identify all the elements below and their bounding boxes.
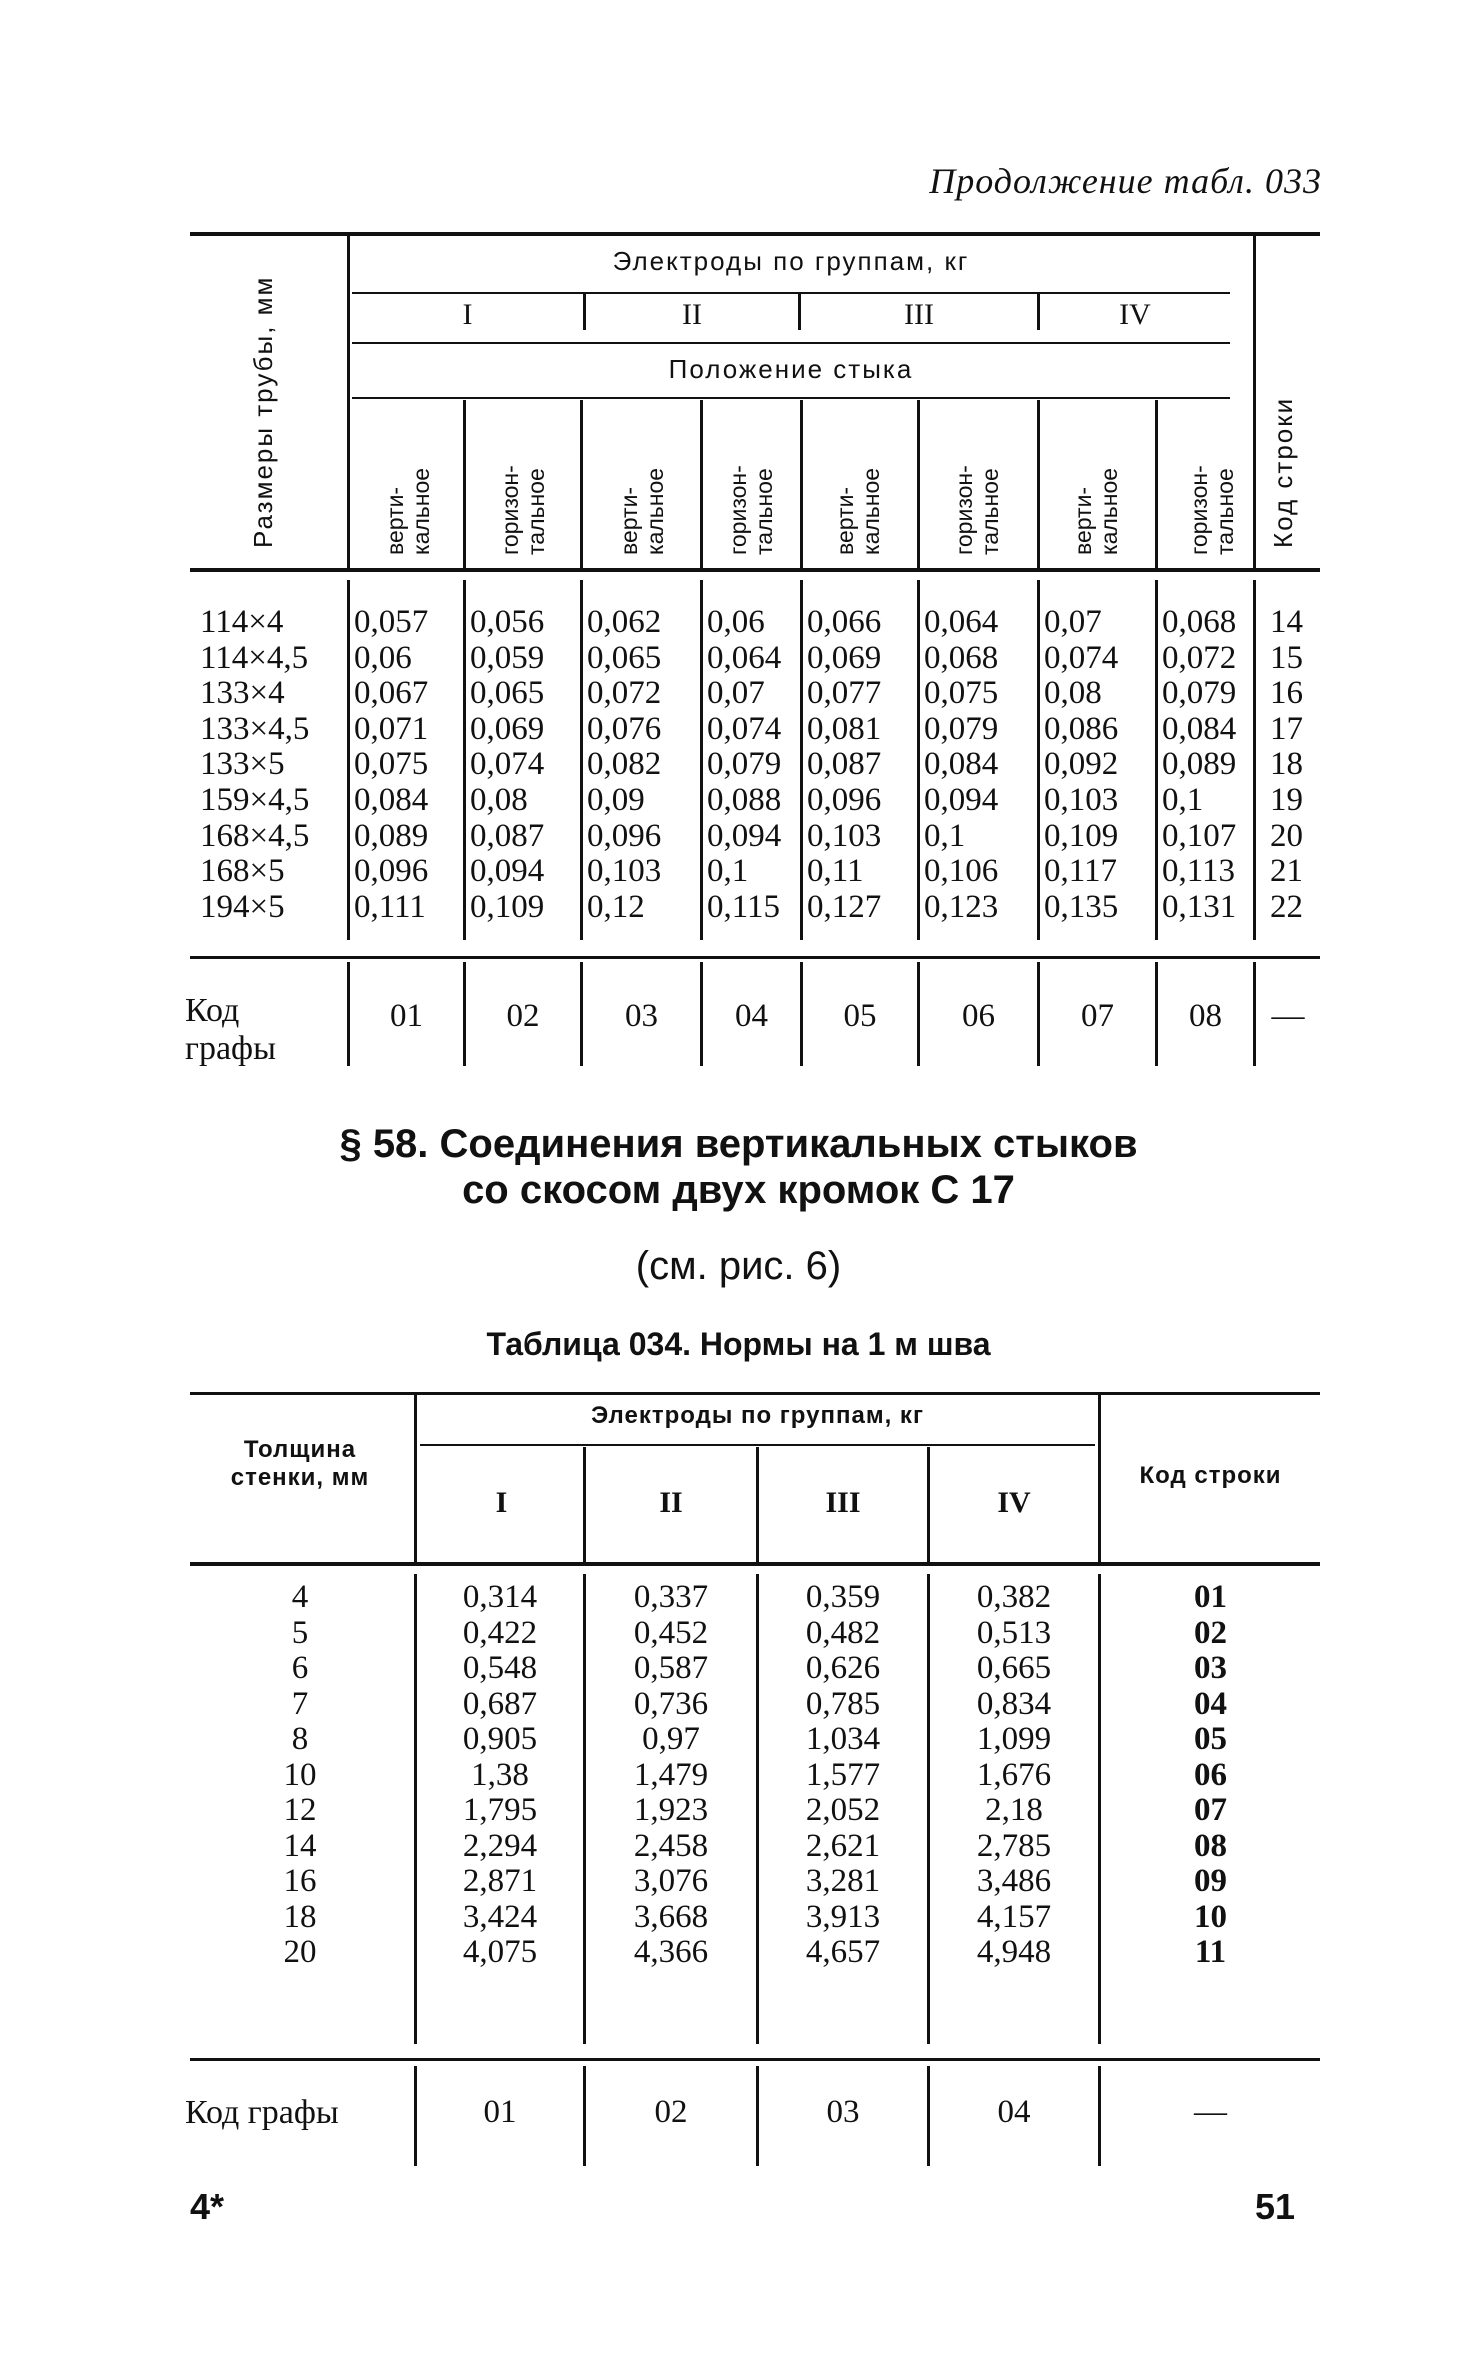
values-column-I: 0,314 0,422 0,548 0,687 0,905 1,38 1,795 2,294 2,871 3,424 4,075: [462, 1579, 538, 1970]
table-cell: 0,09: [587, 782, 645, 818]
table-cell: 0,106: [924, 853, 999, 890]
column-code: —: [1194, 2094, 1227, 2130]
page-signature: 4*: [190, 2186, 225, 2227]
pipe-size: 133×4: [200, 675, 285, 712]
column-code: 04: [735, 998, 768, 1034]
table-cell: 0,068: [924, 639, 999, 676]
table-cell: 0,066: [807, 604, 882, 640]
column-code: 04: [997, 2094, 1031, 2130]
table-cell: 0,059: [470, 639, 545, 676]
table-cell: 0,131: [1162, 888, 1237, 925]
row-code: 22: [1270, 888, 1303, 925]
table-cell: 0,065: [470, 675, 545, 712]
group-label: I: [495, 1486, 508, 1519]
row-code: 21: [1270, 853, 1303, 890]
table-cell: 0,087: [470, 817, 545, 854]
group-label: IV: [1119, 298, 1151, 331]
table-cell: 0,079: [1162, 675, 1237, 712]
position-label: верти- кальное: [616, 467, 668, 555]
row-code: 18: [1270, 746, 1303, 783]
row-codes-column: 01 02 03 04 05 06 07 08 09 10 11: [1194, 1579, 1227, 1970]
table-cell: 0,071: [354, 710, 429, 747]
table-cell: 0,08: [470, 782, 528, 818]
row-code: 19: [1270, 782, 1303, 818]
pipe-size: 168×4,5: [200, 817, 310, 854]
table-cell: 0,07: [707, 675, 765, 712]
row-header: Толщина стенки, мм: [230, 1436, 370, 1491]
table-cell: 0,115: [707, 888, 781, 925]
group-label: II: [659, 1486, 683, 1519]
table-cell: 0,056: [470, 604, 545, 640]
table-cell: 0,103: [807, 817, 882, 854]
table-cell: 0,109: [1044, 817, 1119, 854]
column-code: 02: [654, 2094, 688, 2130]
table-cell: 0,076: [587, 710, 662, 747]
table-cell: 0,084: [1162, 710, 1237, 747]
table-cell: 0,06: [707, 604, 765, 640]
column-code: 02: [506, 998, 540, 1034]
row-code: 20: [1270, 817, 1303, 854]
table-cell: 0,07: [1044, 604, 1102, 640]
column-code: 01: [483, 2094, 517, 2130]
group-header: Электроды по группам, кг: [591, 1402, 924, 1429]
table-cell: 0,135: [1044, 888, 1119, 925]
table-cell: 0,109: [470, 888, 545, 925]
table-cell: 0,072: [587, 675, 662, 712]
thickness-column: 4 5 6 7 8 10 12 14 16 18 20: [283, 1579, 317, 1970]
row-code: 15: [1270, 639, 1303, 676]
table-cell: 0,123: [924, 888, 999, 925]
group-label: III: [904, 298, 934, 331]
section-title: § 58. Соединения вертикальных стыков: [339, 1122, 1138, 1166]
table-caption: Таблица 034. Нормы на 1 м шва: [486, 1326, 991, 1362]
position-label: горизон- тальное: [1186, 465, 1238, 555]
table-cell: 0,094: [470, 853, 545, 890]
table-cell: 0,06: [354, 639, 412, 676]
table-cell: 0,072: [1162, 639, 1237, 676]
table-cell: 0,127: [807, 888, 882, 925]
table-cell: 0,084: [924, 746, 999, 783]
table-cell: 0,086: [1044, 710, 1119, 747]
position-label: горизон- тальное: [497, 465, 549, 555]
pipe-size: 194×5: [200, 888, 285, 925]
column-code: 01: [390, 998, 423, 1034]
group-label: I: [462, 298, 473, 331]
table-cell: 0,08: [1044, 675, 1102, 712]
table-cell: 0,088: [707, 782, 782, 818]
table-cell: 0,084: [354, 782, 429, 818]
column-code: 06: [962, 998, 995, 1034]
position-label: верти- кальное: [832, 467, 884, 555]
footer-label: Код графы: [185, 992, 276, 1067]
values-column-III: 0,359 0,482 0,626 0,785 1,034 1,577 2,052 2,621 3,281 3,913 4,657: [805, 1579, 881, 1970]
position-header: Положение стыка: [668, 354, 914, 384]
table-cell: 0,077: [807, 675, 882, 712]
table-cell: 0,103: [587, 853, 662, 890]
table-cell: 0,1: [924, 817, 966, 854]
rule: [190, 956, 1320, 959]
pipe-size: 133×4,5: [200, 710, 310, 747]
table-cell: 0,062: [587, 604, 662, 640]
position-label: верти- кальное: [382, 467, 434, 555]
table-cell: 0,111: [354, 888, 426, 925]
footer-label: Код графы: [185, 2094, 339, 2131]
table-cell: 0,12: [587, 888, 645, 925]
pipe-size: 168×5: [200, 853, 285, 890]
table-cell: 0,065: [587, 639, 662, 676]
row-code: 17: [1270, 710, 1303, 747]
rule: [352, 292, 1230, 294]
values-column-II: 0,337 0,452 0,587 0,736 0,97 1,479 1,923 2,458 3,076 3,668 4,366: [633, 1579, 709, 1970]
rule: [190, 568, 1320, 572]
code-header: Код строки: [1268, 396, 1298, 548]
table-cell: 0,096: [807, 782, 882, 818]
table-cell: 0,081: [807, 710, 882, 747]
table-cell: 0,113: [1162, 853, 1236, 890]
table-cell: 0,069: [807, 639, 882, 676]
table-cell: 0,079: [924, 710, 999, 747]
table-cell: 0,064: [924, 604, 999, 640]
table-cell: 0,079: [707, 746, 782, 783]
pipe-size: 114×4,5: [200, 639, 309, 676]
column-code: —: [1271, 998, 1305, 1034]
table-cell: 0,094: [707, 817, 782, 854]
column-code: 07: [1081, 998, 1114, 1034]
row-header: Размеры трубы, мм: [248, 275, 278, 548]
pipe-size: 159×4,5: [200, 782, 310, 818]
group-header: Электроды по группам, кг: [612, 246, 970, 276]
table-cell: 0,089: [1162, 746, 1237, 783]
group-label: II: [682, 298, 702, 331]
rule: [352, 397, 1230, 399]
table-cell: 0,074: [1044, 639, 1119, 676]
rule: [190, 232, 1320, 236]
page-number: 51: [1255, 2186, 1296, 2227]
table-cell: 0,067: [354, 675, 429, 712]
column-code: 05: [843, 998, 877, 1034]
continuation-title: Продолжение табл. 033: [929, 161, 1322, 201]
table-cell: 0,096: [354, 853, 429, 890]
table-cell: 0,094: [924, 782, 999, 818]
position-label: горизон- тальное: [725, 465, 777, 555]
values-column-IV: 0,382 0,513 0,665 0,834 1,099 1,676 2,18 2,785 3,486 4,157 4,948: [976, 1579, 1052, 1970]
group-label: III: [825, 1486, 861, 1519]
pipe-size: 114×4: [200, 604, 284, 640]
table-cell: 0,107: [1162, 817, 1237, 854]
group-label: IV: [997, 1486, 1031, 1519]
table-cell: 0,075: [924, 675, 999, 712]
table-cell: 0,068: [1162, 604, 1237, 640]
section-subtitle: (см. рис. 6): [635, 1244, 842, 1288]
table-cell: 0,089: [354, 817, 429, 854]
column-code: 08: [1189, 998, 1222, 1034]
table-cell: 0,092: [1044, 746, 1119, 783]
table-cell: 0,075: [354, 746, 429, 783]
column-code: 03: [625, 998, 658, 1034]
pipe-size: 133×5: [200, 746, 285, 783]
table-cell: 0,057: [354, 604, 429, 640]
code-header: Код строки: [1139, 1462, 1282, 1489]
table-cell: 0,11: [807, 853, 864, 890]
row-code: 16: [1270, 675, 1303, 712]
table-cell: 0,074: [470, 746, 545, 783]
table-cell: 0,1: [707, 853, 749, 890]
table-cell: 0,117: [1044, 853, 1118, 890]
table-cell: 0,064: [707, 639, 782, 676]
table-cell: 0,103: [1044, 782, 1119, 818]
table-cell: 0,069: [470, 710, 545, 747]
table-cell: 0,087: [807, 746, 882, 783]
row-code: 14: [1270, 604, 1303, 640]
section-title: со скосом двух кромок С 17: [462, 1168, 1015, 1212]
table-cell: 0,082: [587, 746, 662, 783]
table-cell: 0,1: [1162, 782, 1204, 818]
table-cell: 0,096: [587, 817, 662, 854]
position-label: горизон- тальное: [951, 465, 1003, 555]
position-label: верти- кальное: [1070, 467, 1122, 555]
table-cell: 0,074: [707, 710, 782, 747]
column-code: 03: [826, 2094, 860, 2130]
rule: [352, 342, 1230, 344]
